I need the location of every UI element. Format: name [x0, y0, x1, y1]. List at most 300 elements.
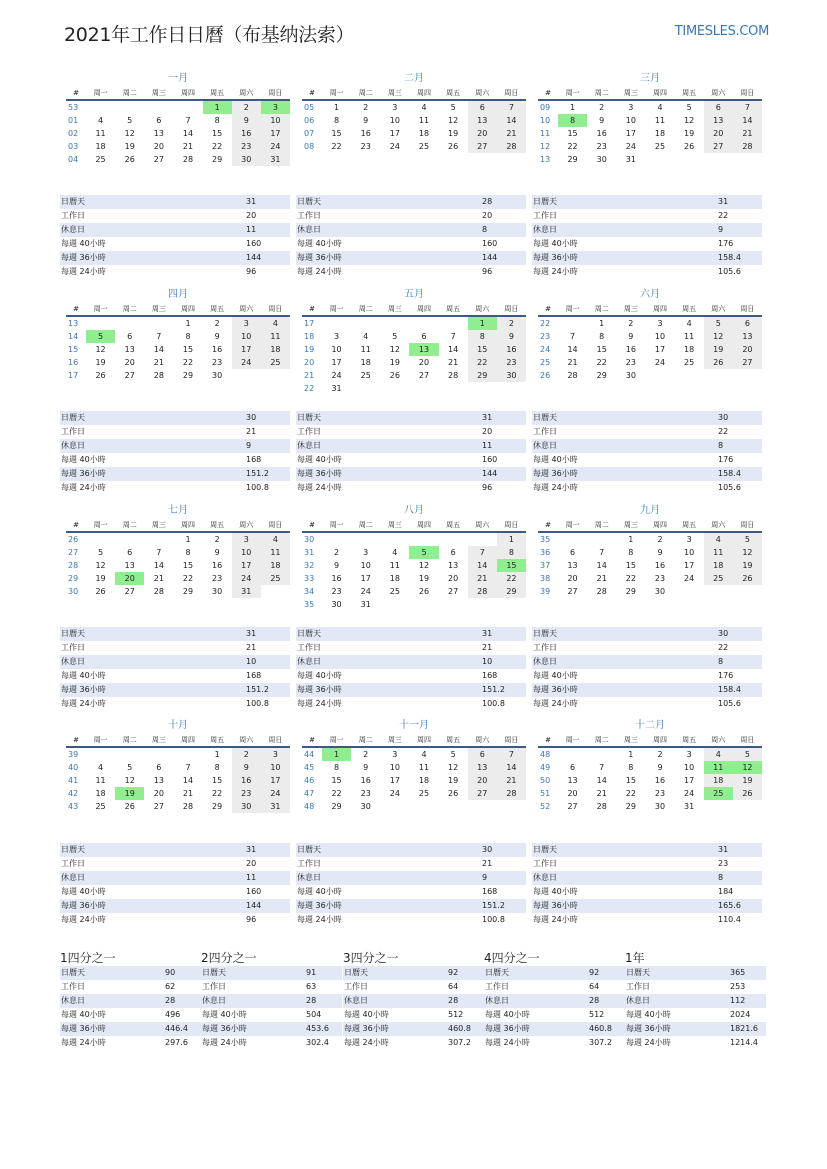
day-cell: 4	[261, 316, 290, 330]
stats-row	[296, 871, 526, 885]
stats-value: 105.6	[718, 483, 741, 492]
day-cell: 1	[185, 535, 191, 544]
week-number: 01	[68, 116, 79, 125]
day-cell: 31	[331, 384, 342, 393]
week-row	[302, 127, 526, 140]
stats-label: 每週 24小時	[61, 483, 106, 492]
day-cell: 12	[684, 116, 695, 125]
day-cell	[115, 100, 144, 114]
stats-row	[532, 843, 762, 857]
stats-row	[296, 857, 526, 871]
day-cell: 7	[599, 763, 605, 772]
day-cell: 16	[654, 561, 666, 570]
stats-value: 91	[306, 968, 317, 977]
stats-value: 21	[482, 643, 493, 652]
day-cell: 20	[468, 774, 497, 787]
stats-label: 日曆天	[533, 197, 557, 206]
stats-value: 144	[482, 253, 498, 262]
stats-value: 151.2	[246, 469, 269, 478]
month-table	[538, 302, 762, 382]
day-cell: 4	[657, 103, 663, 112]
day-cell	[468, 382, 497, 395]
week-row	[66, 356, 290, 369]
stats-label: 工作日	[533, 643, 557, 652]
stats-row	[532, 481, 762, 495]
day-cell: 26	[448, 142, 459, 151]
stats-label: 工作日	[533, 427, 557, 436]
day-cell: 28	[596, 587, 607, 596]
stats-value: 31	[718, 197, 729, 206]
day-cell: 20	[468, 127, 497, 140]
day-cell: 14	[733, 114, 762, 127]
stats-row	[60, 265, 290, 279]
stats-label: 每週 24小時	[297, 915, 342, 924]
week-row	[302, 114, 526, 127]
stats-value: 28	[482, 197, 493, 206]
stats-label: 每週 24小時	[533, 699, 578, 708]
day-cell: 6	[127, 332, 133, 341]
stats-label: 每週 24小時	[344, 1038, 389, 1047]
stats-row	[60, 913, 290, 927]
day-cell: 12	[124, 129, 135, 138]
day-cell: 26	[448, 789, 459, 798]
weekday-header: 周一	[322, 518, 351, 532]
day-cell: 27	[468, 140, 497, 153]
day-cell: 6	[421, 332, 427, 341]
week-row	[538, 747, 762, 761]
stats-label: 工作日	[626, 982, 650, 991]
day-cell: 24	[389, 789, 400, 798]
stats-row	[532, 885, 762, 899]
stats-value: 160	[482, 455, 498, 464]
stats-value: 100.8	[482, 699, 505, 708]
day-cell: 6	[468, 100, 497, 114]
day-cell: 18	[261, 343, 290, 356]
day-cell: 28	[596, 802, 607, 811]
month-table	[66, 733, 290, 813]
stats-value: 92	[589, 968, 600, 977]
day-cell: 16	[625, 345, 636, 354]
stats-row	[60, 655, 290, 669]
day-cell	[439, 382, 468, 395]
day-cell	[351, 316, 380, 330]
week-number: 35	[540, 535, 551, 544]
week-row	[302, 532, 526, 546]
stats-value: 22	[718, 427, 729, 436]
weekday-header: #	[538, 518, 558, 532]
weekday-header: 周五	[203, 86, 232, 100]
day-cell: 23	[360, 142, 371, 151]
week-row	[538, 559, 762, 572]
stats-value: 20	[482, 211, 493, 220]
holiday-cell: 19	[115, 787, 144, 800]
day-cell: 19	[733, 774, 762, 787]
stats-label: 每週 24小時	[202, 1038, 247, 1047]
stats-value: 31	[482, 629, 493, 638]
day-cell: 1	[185, 319, 191, 328]
period-title: 3四分之一	[343, 951, 399, 965]
day-cell: 17	[232, 343, 261, 356]
weekday-header: 周六	[468, 733, 497, 747]
week-row	[538, 127, 762, 140]
day-cell: 19	[95, 358, 106, 367]
stats-row	[532, 453, 762, 467]
stats-value: 165.6	[718, 901, 741, 910]
stats-row	[60, 899, 290, 913]
day-cell: 13	[153, 776, 164, 785]
weekday-header: 周日	[497, 518, 526, 532]
day-cell: 22	[468, 356, 497, 369]
stats-label: 休息日	[61, 225, 85, 234]
day-cell: 4	[704, 747, 733, 761]
stats-label: 每週 40小時	[297, 455, 342, 464]
stats-row	[343, 1022, 484, 1036]
stats-row	[60, 1022, 201, 1036]
week-number: 36	[540, 548, 551, 557]
week-number: 32	[304, 561, 315, 570]
day-cell: 3	[657, 319, 663, 328]
holiday-cell: 8	[558, 114, 587, 127]
day-cell	[144, 532, 173, 546]
day-cell: 4	[363, 332, 369, 341]
day-cell: 25	[389, 587, 400, 596]
week-number: 17	[304, 319, 315, 328]
stats-value: 31	[482, 413, 493, 422]
weekday-header: 周六	[232, 733, 261, 747]
day-cell: 12	[389, 345, 400, 354]
weekday-header: 周二	[587, 302, 616, 316]
weekday-header: 周四	[645, 733, 674, 747]
day-cell: 6	[156, 763, 162, 772]
week-number: 48	[540, 750, 551, 759]
week-row	[302, 546, 526, 559]
day-cell: 22	[497, 572, 526, 585]
day-cell: 4	[392, 548, 398, 557]
month-calendar	[66, 72, 290, 166]
week-row	[538, 585, 762, 598]
day-cell	[558, 747, 587, 761]
week-row	[538, 140, 762, 153]
week-number: 19	[304, 345, 315, 354]
week-number: 20	[304, 358, 315, 367]
weekday-header: #	[66, 733, 86, 747]
day-cell: 8	[468, 330, 497, 343]
stats-value: 96	[482, 267, 493, 276]
day-cell: 19	[684, 129, 695, 138]
stats-value: 176	[718, 455, 734, 464]
stats-value: 302.4	[306, 1038, 329, 1047]
week-number: 44	[304, 750, 315, 759]
day-cell: 6	[468, 747, 497, 761]
stats-row	[625, 966, 766, 980]
day-cell: 26	[704, 356, 733, 369]
stats-label: 休息日	[297, 225, 321, 234]
stats-label: 日曆天	[485, 968, 509, 977]
day-cell: 13	[448, 561, 459, 570]
month-name: 二月	[404, 73, 424, 84]
day-cell	[704, 153, 733, 166]
stats-row	[296, 481, 526, 495]
stats-row	[343, 1008, 484, 1022]
day-cell: 4	[98, 763, 104, 772]
day-cell: 26	[733, 572, 762, 585]
stats-value: 158.4	[718, 685, 741, 694]
stats-label: 每週 40小時	[533, 887, 578, 896]
day-cell: 21	[596, 574, 607, 583]
day-cell: 29	[567, 155, 578, 164]
stats-value: 151.2	[482, 901, 505, 910]
day-cell: 11	[261, 330, 290, 343]
week-row	[302, 800, 526, 813]
day-cell	[645, 369, 674, 382]
stats-row	[296, 913, 526, 927]
week-number: 39	[540, 587, 551, 596]
stats-row	[343, 980, 484, 994]
stats-row	[532, 195, 762, 209]
holiday-cell: 12	[733, 761, 762, 774]
stats-label: 每週 24小時	[533, 483, 578, 492]
week-row	[302, 559, 526, 572]
day-cell: 27	[124, 587, 135, 596]
stats-row	[201, 994, 342, 1008]
day-cell: 9	[214, 548, 220, 557]
weekday-header: #	[66, 518, 86, 532]
weekday-header: 周三	[380, 518, 409, 532]
stats-value: 8	[718, 441, 724, 450]
month-stats	[296, 195, 526, 279]
day-cell: 10	[261, 761, 290, 774]
day-cell: 23	[497, 356, 526, 369]
day-cell: 22	[596, 358, 607, 367]
day-cell	[261, 369, 290, 382]
weekday-header: 周二	[115, 86, 144, 100]
day-cell	[733, 800, 762, 813]
month-calendar	[538, 72, 762, 166]
stats-value: 105.6	[718, 267, 741, 276]
stats-label: 每週 40小時	[344, 1010, 389, 1019]
day-cell: 18	[360, 358, 371, 367]
weekday-header: #	[66, 86, 86, 100]
weekday-header: #	[66, 302, 86, 316]
period-stats	[343, 950, 484, 1050]
week-row	[302, 761, 526, 774]
day-cell: 2	[214, 535, 220, 544]
stats-value: 11	[246, 873, 257, 882]
weekday-header: 周四	[645, 86, 674, 100]
day-cell: 22	[182, 574, 194, 583]
holiday-cell: 5	[86, 330, 115, 343]
week-number: 34	[304, 587, 315, 596]
stats-label: 每週 40小時	[533, 455, 578, 464]
day-cell	[587, 747, 616, 761]
stats-label: 每週 40小時	[533, 239, 578, 248]
day-cell	[675, 585, 704, 598]
stats-label: 每週 36小時	[533, 901, 578, 910]
stats-value: 253	[730, 982, 746, 991]
day-cell: 16	[232, 774, 261, 787]
day-cell: 6	[570, 763, 576, 772]
day-cell: 5	[733, 747, 762, 761]
weekday-header: 周二	[115, 302, 144, 316]
stats-value: 184	[718, 887, 734, 896]
day-cell: 1	[334, 103, 340, 112]
stats-row	[60, 885, 290, 899]
day-cell: 27	[418, 371, 430, 380]
stats-row	[484, 1008, 625, 1022]
day-cell: 12	[124, 776, 135, 785]
day-cell: 20	[124, 358, 135, 367]
brand-logo-text[interactable]: TIMESLES.COM	[674, 24, 769, 39]
stats-row	[343, 994, 484, 1008]
stats-label: 每週 36小時	[61, 1024, 106, 1033]
week-row	[538, 114, 762, 127]
day-cell: 13	[468, 761, 497, 774]
page-title: 2021年工作日日曆（布基纳法索）	[64, 24, 355, 46]
day-cell: 30	[331, 600, 342, 609]
weekday-header: 周五	[675, 302, 704, 316]
day-cell: 11	[360, 345, 371, 354]
weekday-header: 周五	[439, 518, 468, 532]
stats-row	[296, 467, 526, 481]
day-cell: 11	[261, 546, 290, 559]
day-cell: 6	[450, 548, 456, 557]
day-cell: 24	[360, 587, 371, 596]
stats-row	[296, 223, 526, 237]
holiday-cell: 20	[115, 572, 144, 585]
stats-row	[296, 251, 526, 265]
stats-row	[60, 697, 290, 711]
weekday-header: 周日	[261, 518, 290, 532]
week-row	[538, 774, 762, 787]
week-row	[302, 140, 526, 153]
day-cell: 30	[212, 587, 223, 596]
stats-row	[532, 899, 762, 913]
stats-label: 每週 36小時	[202, 1024, 247, 1033]
day-cell: 18	[654, 129, 666, 138]
stats-label: 工作日	[344, 982, 368, 991]
weekday-header: 周三	[616, 518, 645, 532]
day-cell: 17	[684, 776, 695, 785]
week-number: 17	[68, 371, 79, 380]
day-cell: 10	[232, 546, 261, 559]
month-stats	[60, 411, 290, 495]
stats-label: 休息日	[533, 657, 557, 666]
stats-label: 每週 24小時	[61, 1038, 106, 1047]
day-cell	[675, 369, 704, 382]
day-cell: 26	[684, 142, 695, 151]
stats-label: 每週 36小時	[485, 1024, 530, 1033]
day-cell: 23	[212, 358, 223, 367]
stats-row	[532, 627, 762, 641]
month-stats	[296, 843, 526, 927]
day-cell: 9	[657, 548, 663, 557]
day-cell: 25	[261, 572, 290, 585]
day-cell: 1	[599, 319, 605, 328]
weekday-header: 周五	[203, 733, 232, 747]
day-cell	[558, 316, 587, 330]
day-cell: 19	[448, 776, 459, 785]
day-cell: 8	[185, 332, 191, 341]
week-number: 21	[304, 371, 315, 380]
weekday-header: 周日	[261, 86, 290, 100]
stats-label: 每週 40小時	[61, 887, 106, 896]
day-cell: 2	[599, 103, 605, 112]
day-cell: 21	[153, 358, 164, 367]
week-number: 11	[540, 129, 551, 138]
weekday-header: 周三	[616, 302, 645, 316]
weekday-header: 周一	[322, 302, 351, 316]
week-row	[66, 800, 290, 813]
day-cell	[468, 598, 497, 611]
stats-value: 8	[718, 657, 724, 666]
month-stats	[532, 411, 762, 495]
day-cell: 11	[654, 116, 666, 125]
stats-row	[60, 195, 290, 209]
day-cell	[497, 382, 526, 395]
day-cell	[261, 585, 290, 598]
week-number: 38	[540, 574, 551, 583]
day-cell: 17	[331, 358, 342, 367]
stats-row	[296, 237, 526, 251]
stats-label: 日曆天	[61, 413, 85, 422]
stats-label: 休息日	[297, 657, 321, 666]
stats-label: 日曆天	[344, 968, 368, 977]
week-number: 05	[304, 103, 315, 112]
weekday-header: 周日	[733, 733, 762, 747]
day-cell: 2	[232, 100, 261, 114]
day-cell: 14	[497, 114, 526, 127]
week-number: 49	[540, 763, 551, 772]
day-cell: 28	[182, 155, 194, 164]
stats-label: 工作日	[485, 982, 509, 991]
day-cell	[587, 532, 616, 546]
day-cell: 10	[684, 763, 695, 772]
month-stats	[532, 843, 762, 927]
day-cell: 24	[684, 574, 695, 583]
stats-label: 工作日	[533, 211, 557, 220]
stats-label: 每週 40小時	[61, 239, 106, 248]
period-title: 4四分之一	[484, 951, 540, 965]
stats-value: 512	[589, 1010, 605, 1019]
day-cell: 26	[124, 802, 135, 811]
day-cell: 15	[212, 129, 223, 138]
week-row	[538, 532, 762, 546]
day-cell: 6	[127, 548, 133, 557]
stats-row	[201, 980, 342, 994]
week-number: 13	[68, 319, 79, 328]
weekday-header: #	[538, 86, 558, 100]
day-cell: 10	[684, 548, 695, 557]
day-cell: 2	[232, 747, 261, 761]
week-row	[302, 369, 526, 382]
stats-row	[532, 425, 762, 439]
week-number: 47	[304, 789, 315, 798]
week-number: 33	[304, 574, 315, 583]
holiday-cell: 11	[704, 761, 733, 774]
stats-row	[60, 980, 201, 994]
weekday-header: 周三	[380, 302, 409, 316]
stats-value: 31	[246, 845, 257, 854]
stats-row	[60, 251, 290, 265]
day-cell: 15	[625, 776, 636, 785]
stats-value: 10	[482, 657, 493, 666]
day-cell: 29	[182, 587, 194, 596]
stats-value: 168	[246, 455, 262, 464]
day-cell	[144, 100, 173, 114]
stats-row	[484, 980, 625, 994]
weekday-header: 周一	[558, 733, 587, 747]
holiday-cell: 1	[468, 316, 497, 330]
